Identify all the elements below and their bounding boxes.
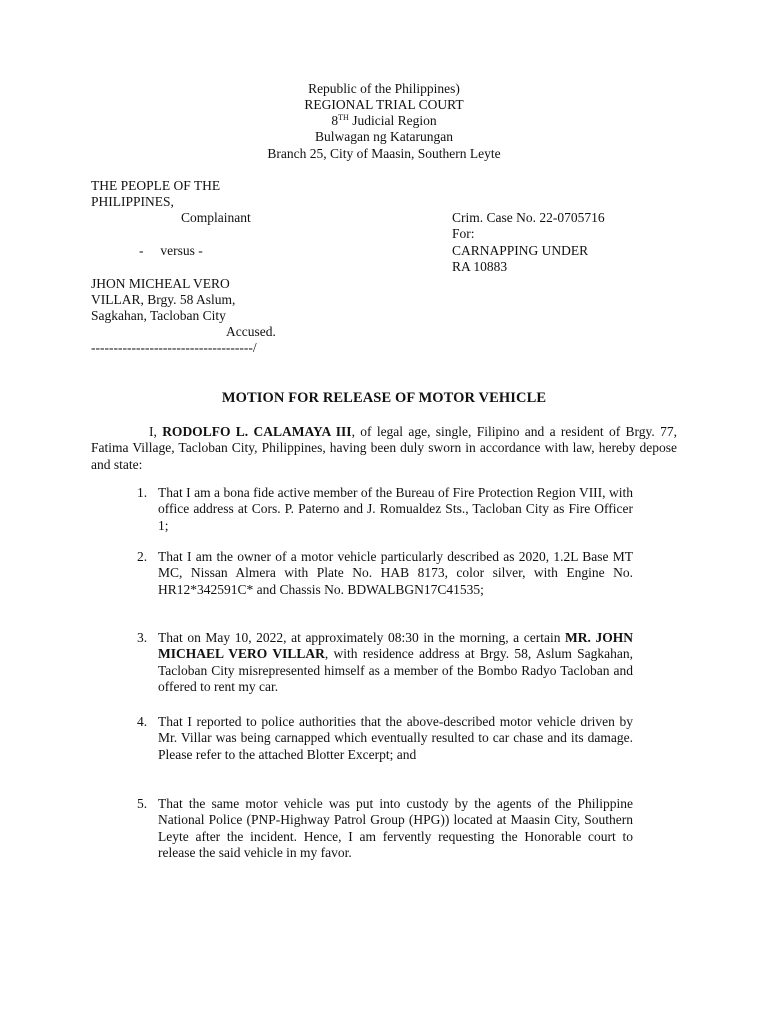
item-text: That I am a bona fide active member of the Bureau of Fire Protection Region VIII, with office address at Cors. P. Paterno and J. Romualdez Sts., Tacloban City as Fire Officer 1; bbox=[158, 485, 633, 533]
header-region-text: Judicial Region bbox=[348, 113, 437, 128]
item-number: 2. bbox=[137, 549, 148, 564]
caption-divider: ------------------------------------/ bbox=[91, 340, 257, 355]
complainant-line1: THE PEOPLE OF THE bbox=[91, 178, 221, 193]
accused-line2: VILLAR, Brgy. 58 Aslum, bbox=[91, 292, 236, 307]
complainant-role: Complainant bbox=[181, 210, 251, 225]
motion-title: MOTION FOR RELEASE OF MOTOR VEHICLE bbox=[221, 390, 547, 406]
item-text-pre: That on May 10, 2022, at approximately 08:30 in the morning, a certain bbox=[158, 630, 566, 645]
item-text-post: , with residence address at Brgy. 58, Aslum Sagkahan, Tacloban City misrepresented himself as a member of the Bombo Radyo Tacloban and offered to rent my car. bbox=[158, 646, 633, 694]
case-number: Crim. Case No. 22-0705716 bbox=[452, 210, 605, 225]
header-branch: Branch 25, City of Maasin, Southern Leyte bbox=[267, 146, 501, 161]
accused-line1: JHON MICHEAL VERO bbox=[91, 276, 230, 291]
item-number: 4. bbox=[137, 714, 148, 729]
accused-role: Accused. bbox=[226, 324, 276, 339]
item-number: 3. bbox=[137, 630, 148, 645]
accused-line3: Sagkahan, Tacloban City bbox=[91, 308, 226, 323]
item-number: 5. bbox=[137, 796, 148, 811]
header-region-suffix: TH bbox=[338, 113, 349, 122]
item-text bbox=[158, 630, 633, 695]
item-text: That the same motor vehicle was put into custody by the agents of the Philippine National Police (PNP-Highway Patrol Group (HPG)) located at Maasin City, Southern Leyte after the incident. Hence, I am fervently requesting the Honorable court to release the said vehicle in my favor. bbox=[158, 796, 633, 860]
offense-line1: CARNAPPING UNDER bbox=[452, 243, 589, 258]
affiant-name: RODOLFO L. CALAMAYA III bbox=[162, 424, 352, 439]
intro-paragraph bbox=[91, 424, 677, 473]
header-region-number: 8 bbox=[331, 113, 339, 128]
header-court: REGIONAL TRIAL COURT bbox=[304, 97, 464, 112]
item-text: That I reported to police authorities that the above-described motor vehicle driven by Mr. Villar was being carnapped which eventually resulted to car chase and its damage. Please refer to the attached Blotter Excerpt; and bbox=[158, 714, 633, 762]
versus-label: - versus - bbox=[139, 243, 203, 258]
intro-pre: I, bbox=[149, 424, 163, 439]
header-republic: Republic of the Philippines) bbox=[308, 81, 460, 96]
header-hall: Bulwagan ng Katarungan bbox=[315, 129, 453, 144]
intro-body: , of legal age, single, Filipino and a resident of Brgy. 77, Fatima Village, Tacloban City, Philippines, having been duly sworn in accordance with law, hereby depose and state: bbox=[91, 424, 677, 472]
accused-name: MR. JOHN MICHAEL VERO VILLAR bbox=[158, 630, 633, 662]
item-number: 1. bbox=[137, 485, 148, 500]
for-label: For: bbox=[452, 226, 475, 241]
offense-line2: RA 10883 bbox=[452, 259, 508, 274]
complainant-line2: PHILIPPINES, bbox=[91, 194, 174, 209]
item-text: That I am the owner of a motor vehicle particularly described as 2020, 1.2L Base MT MC, Nissan Almera with Plate No. HAB 8173, color silver, with Engine No. HR12*342591C* and Chassis No. BDWALBGN17C41535; bbox=[158, 549, 633, 597]
